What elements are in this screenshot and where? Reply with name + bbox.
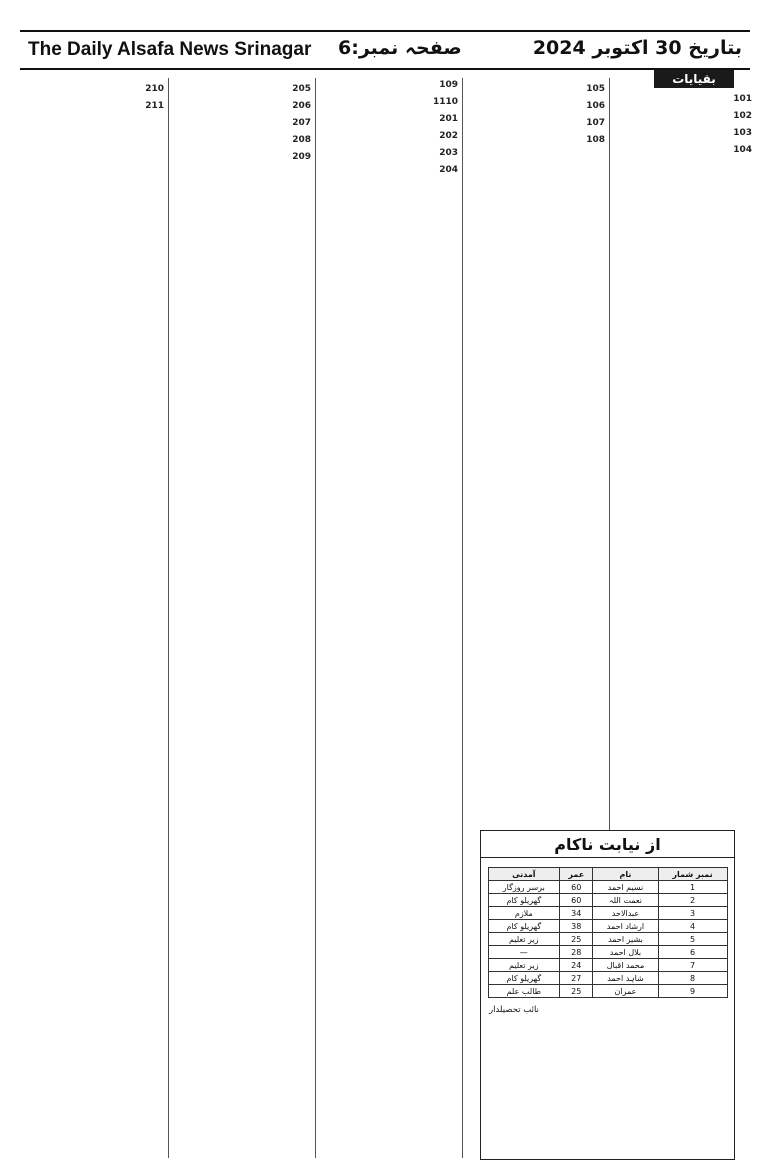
- page-number: صفحہ نمبر:6: [338, 37, 462, 59]
- table-cell: عمران: [593, 985, 658, 998]
- story-number: 210: [145, 84, 164, 94]
- story-number: 211: [145, 101, 164, 111]
- table-cell: 3: [658, 907, 727, 920]
- table-row: [488, 881, 727, 894]
- story-number: 205: [292, 84, 311, 94]
- table-cell: 60: [560, 894, 593, 907]
- section-banner: بقیایات: [654, 70, 734, 88]
- text-column: [468, 78, 605, 818]
- masthead: [20, 30, 750, 70]
- text-column: [27, 78, 164, 1158]
- table-row: [488, 907, 727, 920]
- table-cell: ملازم: [488, 907, 560, 920]
- notice-title: از نیابت ناکام: [481, 835, 734, 858]
- table-cell: برسر روزگار: [488, 881, 560, 894]
- table-cell: 8: [658, 972, 727, 985]
- story-number: 109: [439, 80, 458, 90]
- table-cell: 25: [560, 933, 593, 946]
- column-header: نمبر شمار: [658, 868, 727, 881]
- table-row: [488, 920, 727, 933]
- column-header: نام: [593, 868, 658, 881]
- table-cell: 25: [560, 985, 593, 998]
- notice-table: [488, 867, 728, 998]
- table-row: [488, 933, 727, 946]
- table-cell: 7: [658, 959, 727, 972]
- story-number: 209: [292, 152, 311, 162]
- table-cell: 60: [560, 881, 593, 894]
- table-row: [488, 946, 727, 959]
- table-cell: 34: [560, 907, 593, 920]
- story-number: 201: [439, 114, 458, 124]
- table-cell: گھریلو کام: [488, 894, 560, 907]
- text-column: [615, 92, 752, 822]
- table-cell: 24: [560, 959, 593, 972]
- table-cell: طالب علم: [488, 985, 560, 998]
- story-number: 105: [586, 84, 605, 94]
- story-number: 202: [439, 131, 458, 141]
- table-cell: گھریلو کام: [488, 972, 560, 985]
- notice-text: [481, 858, 734, 864]
- table-cell: 6: [658, 946, 727, 959]
- column-divider: [315, 78, 316, 1158]
- notice-box: [480, 830, 735, 1160]
- table-header-row: [488, 868, 727, 881]
- story-number: 1110: [432, 97, 458, 107]
- story-number: 208: [292, 135, 311, 145]
- story-number: 206: [292, 101, 311, 111]
- table-cell: 1: [658, 881, 727, 894]
- table-cell: گھریلو کام: [488, 920, 560, 933]
- table-cell: بلال احمد: [593, 946, 658, 959]
- paper-name: The Daily Alsafa News Srinagar: [28, 39, 312, 60]
- story-number: 101: [733, 94, 752, 104]
- table-cell: نسیم احمد: [593, 881, 658, 894]
- table-cell: 2: [658, 894, 727, 907]
- table-cell: 4: [658, 920, 727, 933]
- table-cell: عبدالاحد: [593, 907, 658, 920]
- notice-signature: نائب تحصیلدار: [489, 1005, 539, 1015]
- column-header: آمدنی: [488, 868, 560, 881]
- story-number: 204: [439, 165, 458, 175]
- story-number: 103: [733, 128, 752, 138]
- table-cell: زیر تعلیم: [488, 959, 560, 972]
- table-cell: نعمت اللہ: [593, 894, 658, 907]
- table-row: [488, 894, 727, 907]
- text-column: [174, 78, 311, 1158]
- table-cell: محمد اقبال: [593, 959, 658, 972]
- story-number: 108: [586, 135, 605, 145]
- story-number: 102: [733, 111, 752, 121]
- story-number: 104: [733, 145, 752, 155]
- story-number: 207: [292, 118, 311, 128]
- text-column: [321, 78, 458, 1158]
- table-cell: 28: [560, 946, 593, 959]
- date-label: بتاریخ 30 اکتوبر 2024: [532, 37, 742, 59]
- story-number: 107: [586, 118, 605, 128]
- table-cell: 38: [560, 920, 593, 933]
- table-cell: 5: [658, 933, 727, 946]
- column-header: عمر: [560, 868, 593, 881]
- table-row: [488, 959, 727, 972]
- table-cell: زیر تعلیم: [488, 933, 560, 946]
- table-row: [488, 985, 727, 998]
- column-divider: [168, 78, 169, 1158]
- table-cell: بشیر احمد: [593, 933, 658, 946]
- table-cell: 27: [560, 972, 593, 985]
- table-row: [488, 972, 727, 985]
- table-cell: شاہد احمد: [593, 972, 658, 985]
- table-cell: —: [488, 946, 560, 959]
- story-number: 106: [586, 101, 605, 111]
- table-cell: 9: [658, 985, 727, 998]
- table-cell: ارشاد احمد: [593, 920, 658, 933]
- column-divider: [462, 78, 463, 1158]
- story-number: 203: [439, 148, 458, 158]
